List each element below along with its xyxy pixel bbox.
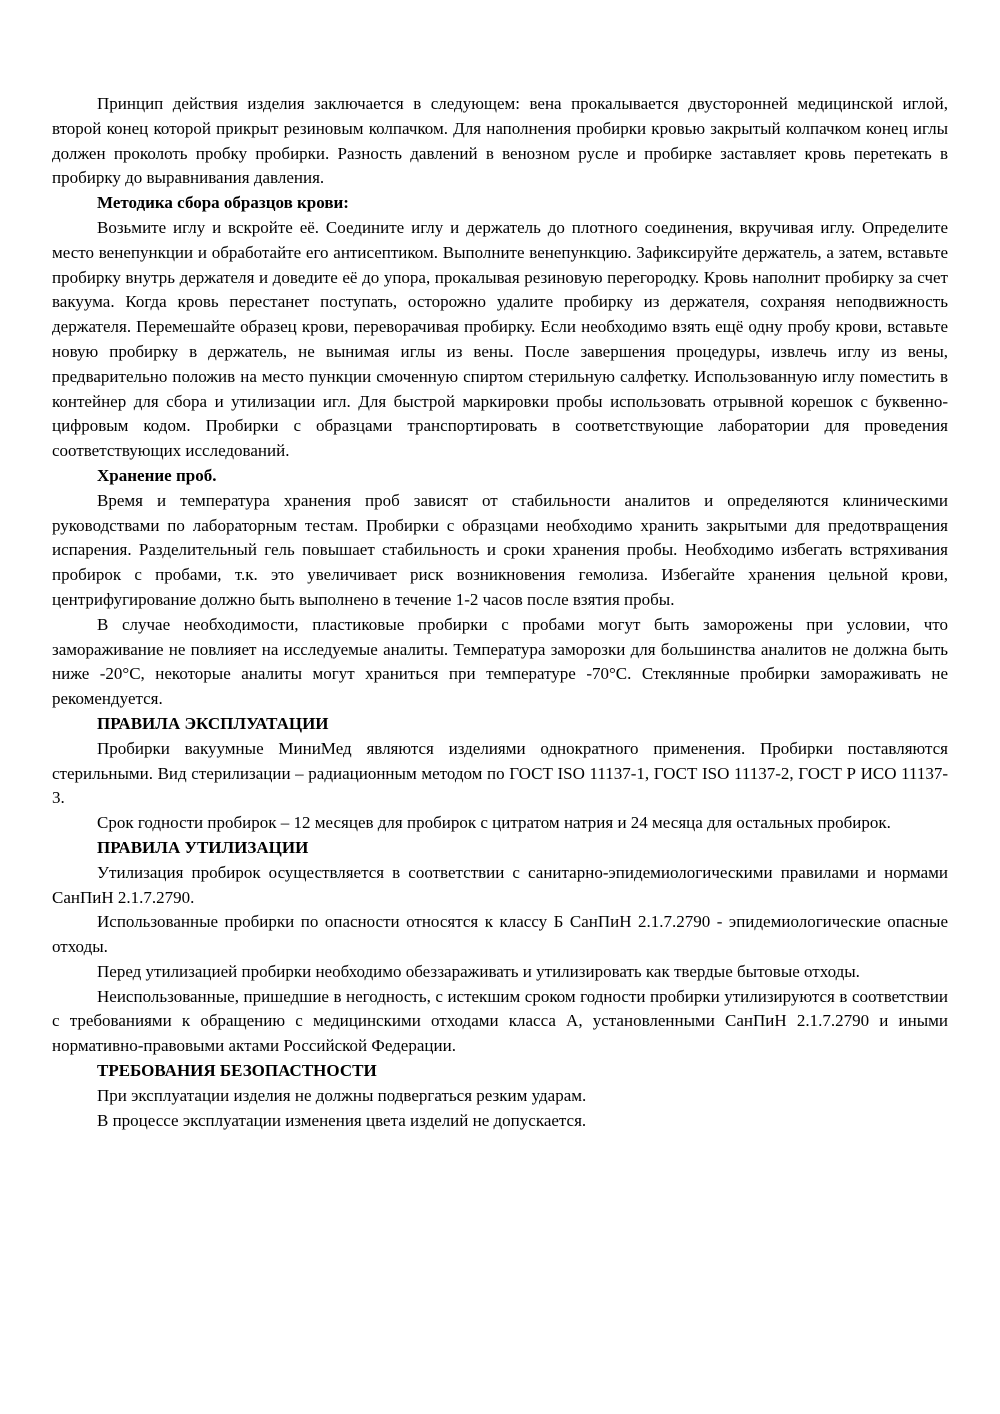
disposal-paragraph-4: Неиспользованные, пришедшие в негодность, с истекшим сроком годности пробирки утилизируются в соответствии с требованиями к обращению с медицинскими отходами класса А, установленными СанПиН 2.1.7.2790 и иными нормативно-правовыми актами Российской Федерации.	[52, 986, 948, 1056]
disposal-paragraph-1: Утилизация пробирок осуществляется в соответствии с санитарно-эпидемиологическими правилами и нормами СанПиН 2.1.7.2790.	[52, 862, 948, 907]
safety-paragraph-2: В процессе эксплуатации изменения цвета изделий не допускается.	[97, 1110, 587, 1130]
safety-paragraph-1: При эксплуатации изделия не должны подвергаться резким ударам.	[97, 1085, 587, 1105]
storage-paragraph-1: Время и температура хранения проб зависят от стабильности аналитов и определяются клиническими руководствами по лабораторным тестам. Пробирки с образцами необходимо хранить закрытыми для предотвращения испарения. Разделительный гель повышает стабильность и сроки хранения пробы. Необходимо избегать встряхивания пробирок с пробами, т.к. это увеличивает риск возникновения гемолиза. Избегайте хранения цельной крови, центрифугирование должно быть выполнено в течение 1-2 часов после взятия пробы.	[52, 490, 948, 609]
storage-heading: Хранение проб.	[97, 465, 217, 485]
collection-heading: Методика сбора образцов крови:	[97, 193, 349, 213]
disposal-paragraph-2: Использованные пробирки по опасности относятся к классу Б СанПиН 2.1.7.2790 - эпидемиологические опасные отходы.	[52, 912, 948, 957]
operation-paragraph-1: Пробирки вакуумные МиниМед являются изделиями однократного применения. Пробирки поставляются стерильными. Вид стерилизации – радиационным методом по ГОСТ ISO 11137-1, ГОСТ ISO 11137-2, ГОСТ Р ИСО 11137-3.	[52, 738, 948, 808]
disposal-heading: ПРАВИЛА УТИЛИЗАЦИИ	[97, 837, 309, 857]
operation-heading: ПРАВИЛА ЭКСПЛУАТАЦИИ	[97, 713, 329, 733]
safety-heading: ТРЕБОВАНИЯ БЕЗОПАСТНОСТИ	[97, 1061, 377, 1081]
intro-paragraph: Принцип действия изделия заключается в следующем: вена прокалывается двусторонней медицинской иглой, второй конец которой прикрыт резиновым колпачком. Для наполнения пробирки кровью закрытый колпачком конец иглы должен проколоть пробку пробирки. Разность давлений в венозном русле и пробирке заставляет кровь перетекать в пробирку до выравнивания давления.	[52, 94, 948, 188]
disposal-paragraph-3: Перед утилизацией пробирки необходимо обеззараживать и утилизировать как твердые бытовые отходы.	[97, 961, 860, 981]
collection-paragraph: Возьмите иглу и вскройте её. Соедините иглу и держатель до плотного соединения, вкручивая иглу. Определите место венепункции и обработайте его антисептиком. Выполните венепункцию. Зафиксируйте держатель, а затем, вставьте пробирку внутрь держателя и доведите её до упора, прокалывая резиновую перегородку. Кровь наполнит пробирку за счет вакуума. Когда кровь перестанет поступать, осторожно удалите пробирку из держателя, сохраняя неподвижность держателя. Перемешайте образец крови, переворачивая пробирку. Если необходимо взять ещё одну пробу крови, вставьте новую пробирку в держатель, не вынимая иглы из вены. После завершения процедуры, извлечь иглу из вены, предварительно положив на место пункции смоченную спиртом стерильную салфетку. Использованную иглу поместить в контейнер для сбора и утилизации игл. Для быстрой маркировки пробы использовать отрывной корешок с буквенно-цифровым кодом. Пробирки с образцами транспортировать в соответствующие лаборатории для проведения соответствующих исследований.	[52, 217, 948, 461]
storage-paragraph-2: В случае необходимости, пластиковые пробирки с пробами могут быть заморожены при условии, что замораживание не повлияет на исследуемые аналиты. Температура заморозки для большинства аналитов не должна быть ниже -20°С, некоторые аналиты могут храниться при температуре -70°С. Стеклянные пробирки замораживать не рекомендуется.	[52, 614, 948, 709]
operation-paragraph-2: Срок годности пробирок – 12 месяцев для пробирок с цитратом натрия и 24 месяца для остальных пробирок.	[97, 813, 891, 833]
